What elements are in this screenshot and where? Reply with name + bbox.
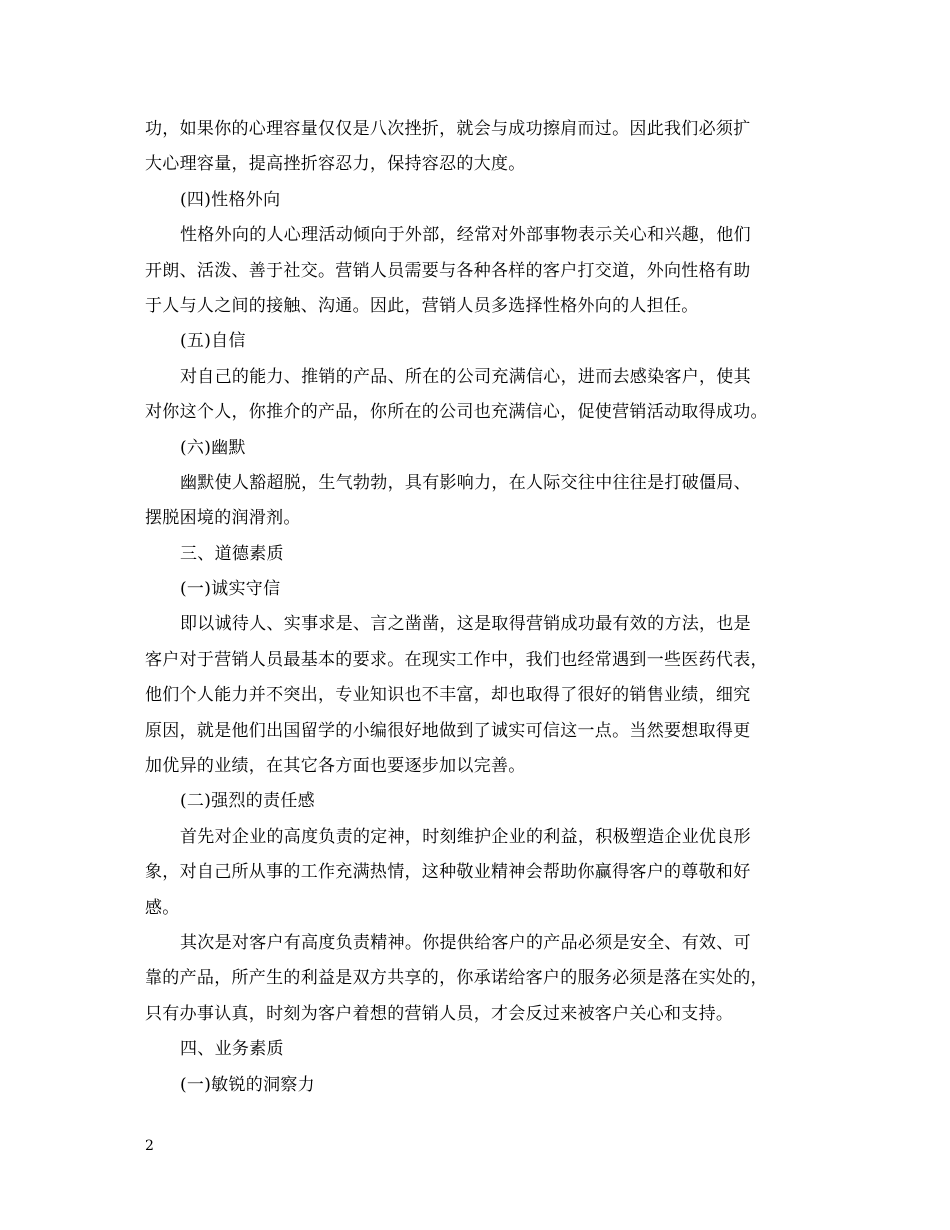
text-line: 即以诚待人、实事求是、言之凿凿，这是取得营销成功最有效的方法，也是 (180, 614, 751, 635)
text-line: 摆脱困境的润滑剂。 (145, 508, 301, 529)
section-heading: (五)自信 (180, 331, 246, 352)
text-line: 其次是对客户有高度负责精神。你提供给客户的产品必须是安全、有效、可 (180, 932, 751, 953)
text-line: 感。 (145, 897, 180, 918)
text-line: 靠的产品，所产生的利益是双方共享的，你承诺给客户的服务必须是落在实处的， (145, 968, 768, 989)
text-line: 对自己的能力、推销的产品、所在的公司充满信心，进而去感染客户，使其 (180, 366, 751, 387)
text-line: 只有办事认真，时刻为客户着想的营销人员，才会反过来被客户关心和支持。 (145, 1003, 734, 1024)
text-line: 他们个人能力并不突出，专业知识也不丰富，却也取得了很好的销售业绩，细究 (145, 685, 751, 706)
section-heading: (一)诚实守信 (180, 579, 281, 600)
text-line: 性格外向的人心理活动倾向于外部，经常对外部事物表示关心和兴趣，他们 (180, 225, 751, 246)
text-line: 幽默使人豁超脱，生气勃勃，具有影响力，在人际交往中往往是打破僵局、 (180, 472, 751, 493)
section-heading: (二)强烈的责任感 (180, 791, 315, 812)
text-line: 大心理容量，提高挫折容忍力，保持容忍的大度。 (145, 154, 526, 175)
page-number: 2 (145, 1138, 154, 1154)
text-line: 加优异的业绩，在其它各方面也要逐步加以完善。 (145, 756, 526, 777)
page-body (145, 112, 810, 1103)
text-line: 开朗、活泼、善于社交。营销人员需要与各种各样的客户打交道，外向性格有助 (145, 260, 751, 281)
text-line: 象，对自己所从事的工作充满热情，这种敬业精神会帮助你赢得客户的尊敬和好 (145, 862, 751, 883)
chapter-heading: 四、业务素质 (180, 1039, 284, 1060)
text-line: 功，如果你的心理容量仅仅是八次挫折，就会与成功擦肩而过。因此我们必须扩 (145, 119, 751, 139)
text-line: 原因，就是他们出国留学的小编很好地做到了诚实可信这一点。当然要想取得更 (145, 720, 751, 741)
text-line: 首先对企业的高度负责的定神，时刻维护企业的利益，积极塑造企业优良形 (180, 826, 751, 847)
text-line: 对你这个人，你推介的产品，你所在的公司也充满信心，促使营销活动取得成功。 (145, 402, 768, 423)
text-line: 客户对于营销人员最基本的要求。在现实工作中，我们也经常遇到一些医药代表， (145, 649, 768, 670)
text-line: 于人与人之间的接触、沟通。因此，营销人员多选择性格外向的人担任。 (145, 295, 699, 316)
section-heading: (一)敏锐的洞察力 (180, 1074, 315, 1095)
section-heading: (六)幽默 (180, 437, 246, 458)
section-heading: (四)性格外向 (180, 189, 281, 210)
chapter-heading: 三、道德素质 (180, 543, 284, 564)
